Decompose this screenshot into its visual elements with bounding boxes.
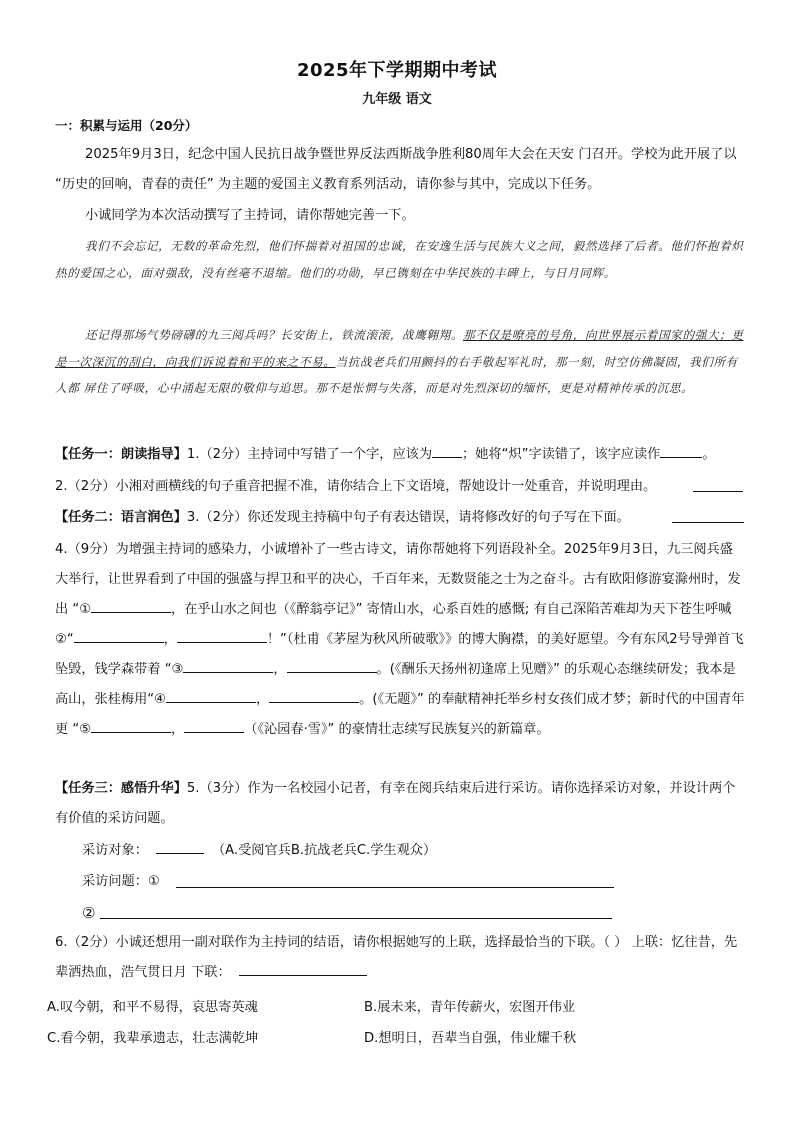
q4-blank-3a[interactable]	[183, 658, 273, 673]
task3-q5	[55, 774, 745, 834]
task3-q6	[55, 928, 745, 988]
interview-object-row	[82, 836, 682, 866]
q6-text: 6.（2分）小诚还想用一副对联作为主持词的结语，请你根据她写的上联，选择最恰当的下联。（ ） 上联：忆往昔，先辈洒热血，浩气贯日月 下联：	[55, 935, 738, 980]
task1-tag: 【任务一：朗读指导】	[55, 447, 187, 462]
q1-text-mid: ；她将“炽”字读错了，该字应读作	[462, 447, 661, 462]
q3-text: 3.（2分）你还发现主持稿中句子有表达错误，请将修改好的句子写在下面。	[186, 510, 630, 525]
underlined-sentence: 那不仅是嘹亮的号角，向世界展示着国家的强大；更是一次深沉的刮白，向我们诉说着和平的来之不易。	[55, 328, 744, 369]
q4-text-a: 4.（9分）为增强主持词的感染力，小诚增补了一些古诗文，请你帮她将下列语段补全。2025年9月3日，九三阅兵盛大举行，让世界看到了中国的强盛与捍卫和平的决心，千百年来，无数贤能之士为之奋斗。古有欧阳修游宴滁州时，发出 “①	[55, 542, 741, 617]
intro-paragraph: 2025年9月3日，纪念中国人民抗日战争暨世界反法西斯战争胜利80周年大会在天安 门召开。学校为此开展了以 “历史的回响，青春的责任” 为主题的爱国主义教育系列活动，请你参与其中，完成以下任务。	[55, 147, 737, 192]
q1-blank-1[interactable]	[432, 443, 462, 458]
q2-text: 2.（2分）小湘对画横线的句子重音把握不准，请你结合上下文语境，帮她设计一处重音，并说明理由。	[55, 479, 657, 494]
option-d[interactable]: D.想明日，吾辈当自强，伟业耀千秋	[364, 1031, 577, 1046]
task3-tag: 【任务三：感悟升华】	[55, 781, 187, 796]
interview-question-label: 采访问题：①	[82, 874, 160, 889]
q1-text-end: 。	[702, 447, 716, 462]
q4-blank-2a[interactable]	[74, 628, 164, 643]
section-heading: 一：积累与运用（20分）	[55, 118, 198, 133]
script-p2-end: 当抗战老兵们用颤抖的右手敬起军礼时，那一刻，时空仿佛凝固，我们所有人都 屏住了呼吸，心中涌起无限的敬仰与追思。那不是怅惘与失落，而是对先烈深切的缅怀，更是对精神传承的沉思。	[55, 354, 738, 395]
host-script-paragraph-2	[55, 322, 745, 402]
q4-text-c: ！”（杜甫《茅屋为秋风所破歌》》的博大胸襟，的美好愿望。今有东风2号导弹首飞坠毁，钱学森带着 “③	[55, 632, 744, 677]
interview-question-1-line[interactable]	[176, 887, 614, 888]
task2-tag: 【任务二：语言润色】	[55, 510, 187, 525]
option-b[interactable]: B.展未来，青年传薪火，宏图开伟业	[364, 1000, 576, 1015]
q3-answer-line[interactable]	[672, 522, 744, 523]
q4-blank-1[interactable]	[91, 598, 171, 613]
q4-text-b: ，在乎山水之间也（《醉翁亭记》” 寄情山水，心系百姓的感慨; 有自己深陷苦难却为天下苍生呼喊②“	[55, 602, 732, 647]
task1-q2	[55, 472, 745, 502]
q4-blank-5a[interactable]	[91, 718, 171, 733]
script-p2-start: 还记得那场气势磅礴的九三阅兵吗？长安街上，铁流滚滚，战鹰翱翔。	[85, 328, 464, 342]
option-a[interactable]: A.叹今朝，和平不易得，哀思寄英魂	[47, 1000, 258, 1015]
q4-text-d: 。(《酬乐天扬州初逢席上见赠》” 的乐观心态继续研发；我本是高山，张桂梅用“④	[55, 662, 736, 707]
q4-blank-5b[interactable]	[184, 718, 244, 733]
q4-text-f: （《沁园春·雪》” 的豪情壮志续写民族复兴的新篇章。	[244, 722, 550, 737]
q4-blank-2b[interactable]	[177, 628, 267, 643]
q5-text: 5.（3分）作为一名校园小记者，有幸在阅兵结束后进行采访。请你选择采访对象，并设计两个有价值的采访问题。	[55, 781, 736, 826]
q6-answer-blank[interactable]	[239, 961, 367, 976]
task2-q4: 4.（9分）为增强主持词的感染力，小诚增补了一些古诗文，请你帮她将下列语段补全。2025年9月3日，九三阅兵盛大举行，让世界看到了中国的强盛与捍卫和平的决心，千百年来，无数贤能之士为之奋斗。古有欧阳修游宴滁州时，发出 “① ，在乎山水之间也（《醉翁亭记》” 寄情山水，心系百姓的感慨; 有自己深陷苦难却为天下苍生呼喊②“ ， ！”（杜甫《茅屋为秋风所破歌》》的博大胸襟，的美好愿望。今有东风2号导弹首飞坠毁，钱学森带着 “③ ， 。(《酬乐天扬州初逢席上见赠》” 的乐观心态继续研发；我本是高山，张桂梅用“④ ， 。(《无题》” 的奉献精神托举乡村女孩们成才梦；新时代的中国青年更 “⑤ ， （《沁园春·雪》” 的豪情壮志续写民族复兴的新篇章。	[55, 542, 745, 737]
q4-blank-4b[interactable]	[269, 688, 359, 703]
interview-question-2-label: ②	[82, 904, 96, 922]
q4-text-e: 。(《无题》” 的奉献精神托举乡村女孩们成才梦；新时代的中国青年更 “⑤	[55, 692, 745, 737]
interview-question-2-line[interactable]	[100, 918, 612, 919]
interview-object-label: 采访对象：	[82, 843, 148, 858]
host-script-paragraph-1: 我们不会忘记，无数的革命先烈，他们怀揣着对祖国的忠诚，在安逸生活与民族大义之间，毅然选择了后者。他们怀抱着炽热的爱国之心，面对强敌，没有丝毫不退缩。他们的功勋，早已镌刻在中华民族的丰碑上，与日月同辉。	[55, 239, 744, 280]
exam-subtitle: 九年级 语文	[362, 92, 432, 107]
q4-blank-3b[interactable]	[287, 658, 377, 673]
q1-text: 1.（2分）主持词中写错了一个字，应该为	[186, 447, 433, 462]
exam-title: 2025年下学期期中考试	[296, 60, 498, 81]
option-c[interactable]: C.看今朝，我辈承遗志，壮志满乾坤	[47, 1031, 259, 1046]
interview-object-blank[interactable]	[156, 839, 204, 854]
intro-instruction: 小诚同学为本次活动撰写了主持词，请你帮她完善一下。	[85, 208, 415, 223]
q1-blank-2[interactable]	[660, 443, 702, 458]
q4-blank-4a[interactable]	[166, 688, 256, 703]
q2-answer-line[interactable]	[693, 491, 743, 492]
task1-q1	[55, 440, 745, 470]
task2-q3	[55, 503, 745, 533]
interview-object-options: （A.受阅官兵B.抗战老兵C.学生观众）	[211, 843, 437, 858]
